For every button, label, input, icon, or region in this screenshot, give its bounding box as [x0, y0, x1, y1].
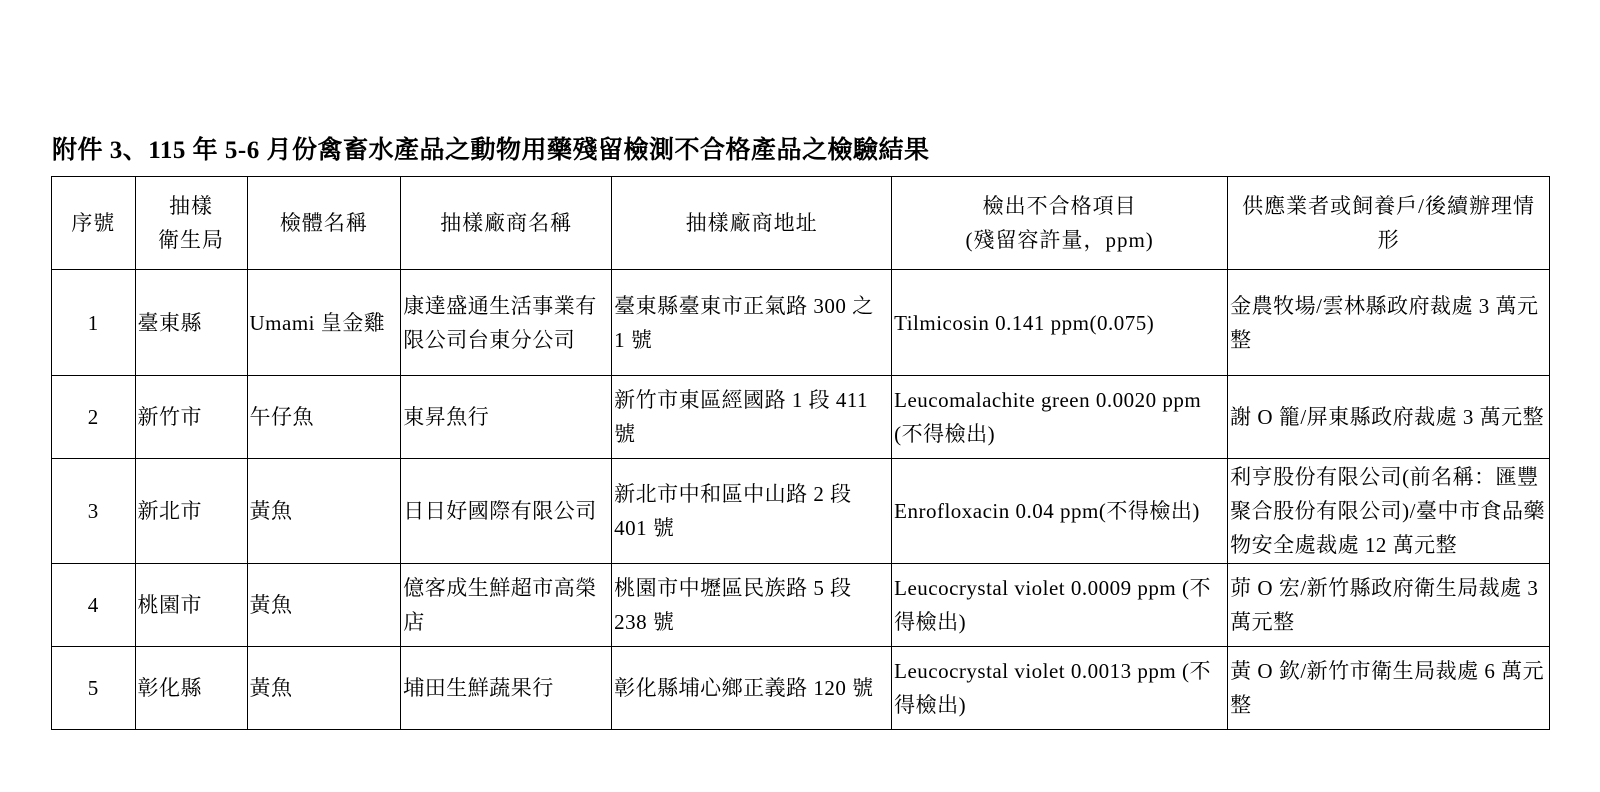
cell-vendor: 埔田生鮮蔬果行 [401, 647, 612, 730]
cell-no: 5 [52, 647, 136, 730]
cell-supplier: 黃 O 欽/新竹市衛生局裁處 6 萬元整 [1228, 647, 1550, 730]
cell-item: Leucocrystal violet 0.0009 ppm (不得檢出) [892, 564, 1228, 647]
header-bureau-line1: 抽樣 [169, 194, 213, 218]
cell-item: Enrofloxacin 0.04 ppm(不得檢出) [892, 459, 1228, 564]
cell-address: 新北市中和區中山路 2 段 401 號 [612, 459, 892, 564]
header-supplier-line1: 供應業者或飼養戶/後續辦理情 [1242, 194, 1535, 218]
header-row [52, 177, 1550, 270]
cell-sample: 午仔魚 [247, 376, 401, 459]
cell-address: 桃園市中壢區民族路 5 段 238 號 [612, 564, 892, 647]
cell-supplier: 金農牧場/雲林縣政府裁處 3 萬元整 [1228, 270, 1550, 376]
cell-supplier: 謝 O 籠/屏東縣政府裁處 3 萬元整 [1228, 376, 1550, 459]
cell-vendor: 日日好國際有限公司 [401, 459, 612, 564]
cell-bureau: 彰化縣 [135, 647, 247, 730]
header-vendor: 抽樣廠商名稱 [401, 177, 612, 270]
header-item-line1: 檢出不合格項目 [982, 194, 1137, 218]
cell-supplier: 茆 O 宏/新竹縣政府衛生局裁處 3 萬元整 [1228, 564, 1550, 647]
cell-no: 1 [52, 270, 136, 376]
header-no: 序號 [52, 177, 136, 270]
cell-bureau: 桃園市 [135, 564, 247, 647]
table-row [52, 376, 1550, 459]
cell-no: 4 [52, 564, 136, 647]
table-row [52, 647, 1550, 730]
cell-bureau: 新竹市 [135, 376, 247, 459]
cell-vendor: 東昇魚行 [401, 376, 612, 459]
cell-sample: 黃魚 [247, 647, 401, 730]
header-sample: 檢體名稱 [247, 177, 401, 270]
cell-supplier: 利亨股份有限公司(前名稱：匯豐聚合股份有限公司)/臺中市食品藥物安全處裁處 12 萬元整 [1228, 459, 1550, 564]
table-row [52, 459, 1550, 564]
header-address: 抽樣廠商地址 [612, 177, 892, 270]
results-table [51, 176, 1550, 730]
document-title: 附件 3、115 年 5-6 月份禽畜水產品之動物用藥殘留檢測不合格產品之檢驗結果 [52, 137, 930, 164]
cell-no: 2 [52, 376, 136, 459]
cell-item: Leucomalachite green 0.0020 ppm (不得檢出) [892, 376, 1228, 459]
cell-address: 臺東縣臺東市正氣路 300 之 1 號 [612, 270, 892, 376]
cell-vendor: 康達盛通生活事業有限公司台東分公司 [401, 270, 612, 376]
cell-address: 新竹市東區經國路 1 段 411 號 [612, 376, 892, 459]
cell-address: 彰化縣埔心鄉正義路 120 號 [612, 647, 892, 730]
cell-sample: 黃魚 [247, 564, 401, 647]
header-supplier-line2: 形 [1377, 228, 1400, 252]
table-row [52, 270, 1550, 376]
header-item-line2: (殘留容許量，ppm) [965, 228, 1154, 252]
cell-sample: 黃魚 [247, 459, 401, 564]
cell-bureau: 臺東縣 [135, 270, 247, 376]
table-row [52, 564, 1550, 647]
cell-item: Leucocrystal violet 0.0013 ppm (不得檢出) [892, 647, 1228, 730]
header-item [892, 177, 1228, 270]
header-supplier [1228, 177, 1550, 270]
cell-bureau: 新北市 [135, 459, 247, 564]
cell-vendor: 億客成生鮮超市高榮店 [401, 564, 612, 647]
header-bureau-line2: 衛生局 [158, 228, 224, 252]
cell-sample: Umami 皇金雞 [247, 270, 401, 376]
cell-item: Tilmicosin 0.141 ppm(0.075) [892, 270, 1228, 376]
cell-no: 3 [52, 459, 136, 564]
header-bureau [135, 177, 247, 270]
